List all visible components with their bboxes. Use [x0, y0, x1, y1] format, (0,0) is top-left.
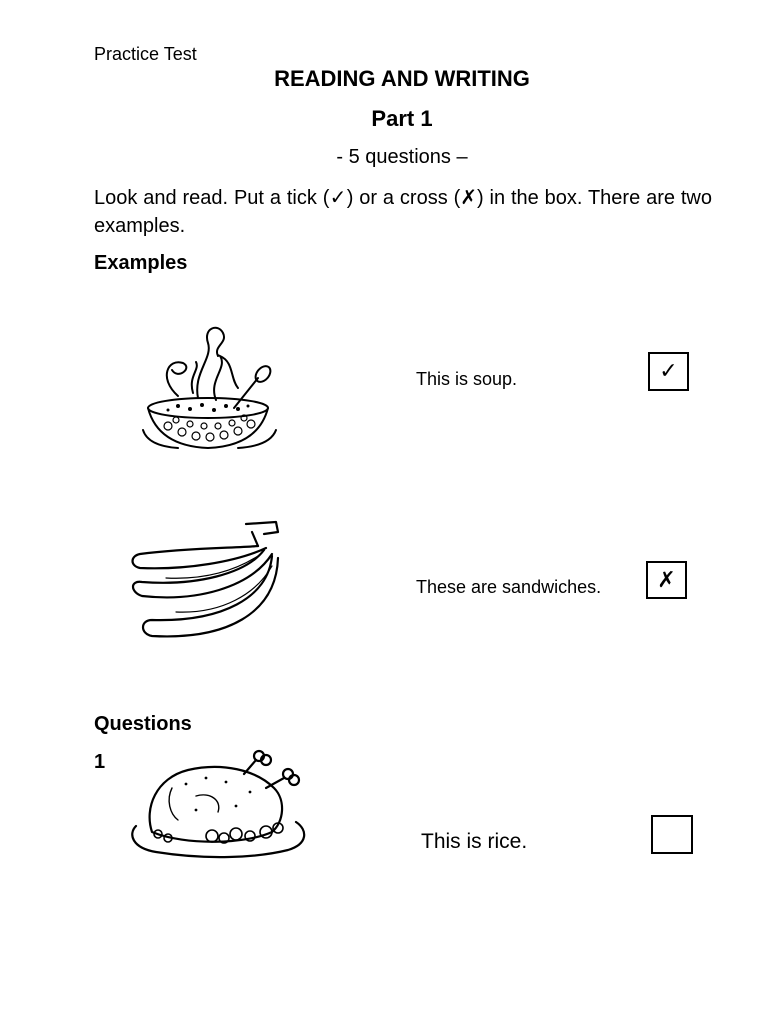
examples-heading: Examples	[94, 252, 188, 274]
questions-heading: Questions	[94, 713, 192, 735]
roast-chicken-icon	[126, 748, 310, 862]
part-heading: Part 1	[371, 106, 433, 131]
instruction-line-1: Look and read. Put a tick (✓) or a cross (✗) in the box.	[94, 187, 583, 209]
instruction-line-2: There are two examples.	[94, 187, 712, 237]
soup-bowl-icon	[138, 318, 282, 460]
example-2-answer-box	[646, 561, 687, 599]
question-1-sentence: This is rice.	[421, 830, 528, 853]
example-1-sentence: This is soup.	[416, 369, 518, 389]
instructions	[94, 184, 712, 240]
example-1-answer-box	[648, 352, 689, 391]
example-2-sentence: These are sandwiches.	[416, 577, 602, 597]
practice-test-label: Practice Test	[94, 44, 197, 64]
tick-icon: ✓	[659, 359, 678, 384]
cross-icon: ✗	[657, 567, 676, 593]
page-title: READING AND WRITING	[274, 66, 530, 91]
question-1-answer-box[interactable]	[651, 815, 693, 854]
bananas-icon	[126, 518, 282, 644]
question-count: - 5 questions –	[336, 146, 468, 168]
question-1-number: 1	[94, 751, 106, 773]
